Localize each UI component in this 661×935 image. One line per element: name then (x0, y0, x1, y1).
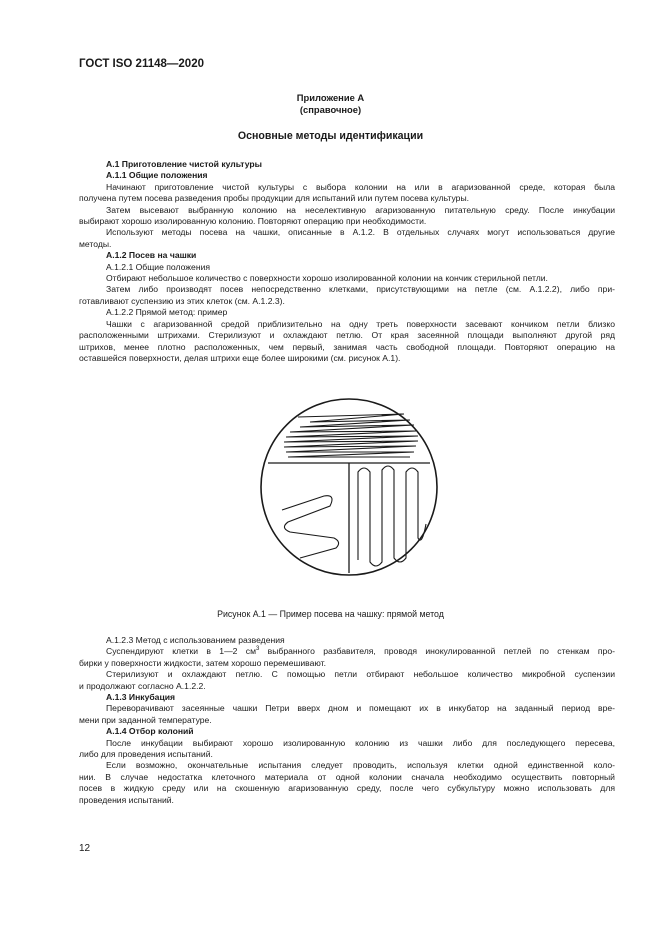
section-title: Основные методы идентификации (237, 130, 424, 142)
paragraph-a13-1b: мени при заданной температуре. (79, 714, 212, 725)
paragraph-a12-2: Затем либо производят посев непосредственно клетками, присутствующими на петле (см. А.1.2.2), либо при- (106, 284, 615, 295)
paragraph-a12-5b: и продолжают согласно А.1.2.2. (79, 680, 206, 691)
paragraph-a12-4 (79, 646, 615, 657)
paragraph-a14-2d: проведения испытаний. (79, 794, 174, 805)
document-header: ГОСТ ISO 21148—2020 (79, 58, 204, 70)
paragraph-a13-1: Переворачивают засеянные чашки Петри вверх дном и помещают их в инкубатор на заданный период вре- (106, 703, 615, 714)
paragraph-a11-1: Начинают приготовление чистой культуры с выбора колонии на или в агаризованной среде, которая была (106, 181, 615, 192)
heading-a13: А.1.3 Инкубация (106, 692, 176, 703)
paragraph-a11-2b: выбирают хорошо изолированную колонию. Повторяют операцию при необходимости. (79, 216, 427, 227)
subheading-a121: А.1.2.1 Общие положения (106, 261, 211, 272)
paragraph-a11-1b: получена путем посева разведения пробы продукции для испытаний или путем посева культуры. (79, 193, 470, 204)
paragraph-a11-3b: методы. (79, 238, 112, 249)
body-top (79, 159, 615, 364)
streak-zone-3 (358, 466, 426, 566)
paragraph-a14-2: Если возможно, окончательные испытания следует проводить, используя клетки одной единственной коло- (106, 760, 615, 771)
paragraph-a14-2c: посев в жидкую среду или на скошенную агаризованную среду, после чего субкультуру можно использовать для (79, 783, 615, 794)
heading-a1: А.1 Приготовление чистой культуры (106, 159, 262, 169)
paragraph-a12-3: Чашки с агаризованной средой приблизительно на одну треть поверхности засевают кончиком петли близко (106, 318, 615, 329)
subheading-a123: А.1.2.3 Метод с использованием разведения (106, 635, 285, 645)
paragraph-a11-3: Используют методы посева на чашки, описанные в А.1.2. В отдельных случаях могут использоваться другие (106, 227, 615, 238)
body-bottom (79, 635, 615, 806)
figure-caption: Рисунок А.1 — Пример посева на чашку: прямой метод (217, 609, 444, 619)
paragraph-a14-2b: нии. В случае недостатка клеточного материала от одной колонии сначала необходимо осуществить повторный (79, 771, 615, 782)
superscript-cube: 3 (255, 646, 260, 653)
petri-dish-figure (258, 384, 440, 590)
paragraph-a12-3c: штрихов, менее плотно расположенных, чем первый, занимая часть свободной площади. Повторяют операцию на (79, 341, 615, 352)
heading-a12: А.1.2 Посев на чашки (106, 250, 197, 261)
page-number: 12 (79, 843, 91, 854)
streak-zone-2 (282, 496, 339, 558)
heading-a14: А.1.4 Отбор колоний (106, 726, 194, 737)
paragraph-a12-4-end: выбранного разбавителя, проводя инокулированной петлей по стенкам про- (259, 646, 615, 657)
paragraph-a12-3d: оставшейся поверхности, делая штрихи еще более широкими (см. рисунок А.1). (79, 352, 401, 363)
paragraph-a11-2: Затем высевают выбранную колонию на неселективную агаризованную питательную среду. После инкубации (106, 204, 615, 215)
paragraph-a14-1b: либо для проведения испытаний. (79, 749, 213, 760)
appendix-label: Приложение А (296, 92, 365, 103)
paragraph-a12-2b: готавливают суспензию из этих клеток (см. А.1.2.3). (79, 295, 285, 306)
streak-zone-1 (284, 414, 418, 457)
paragraph-a12-5: Стерилизуют и охлаждают петлю. С помощью петли отбирают небольшое количество микробной суспензии (106, 669, 615, 680)
heading-a11: А.1.1 Общие положения (106, 170, 208, 181)
paragraph-a12-4c: бирки у поверхности жидкости, затем хорошо перемешивают. (79, 657, 327, 668)
subheading-a122: А.1.2.2 Прямой метод: пример (106, 307, 228, 318)
appendix-note: (справочное) (299, 104, 362, 115)
paragraph-a14-1: После инкубации выбирают хорошо изолированную колонию из чашки либо для последующего пересева, (106, 737, 615, 748)
paragraph-a12-3b: расположенными штрихами. Стерилизуют и охлаждают петлю. От края засеянной площади выполняют другой ряд (79, 330, 615, 341)
paragraph-a12-1: Отбирают небольшое количество с поверхности хорошо изолированной колонии на кончик стерильной петли. (106, 273, 548, 284)
paragraph-a12-4-start: Суспендируют клетки в 1—2 см (106, 646, 256, 657)
